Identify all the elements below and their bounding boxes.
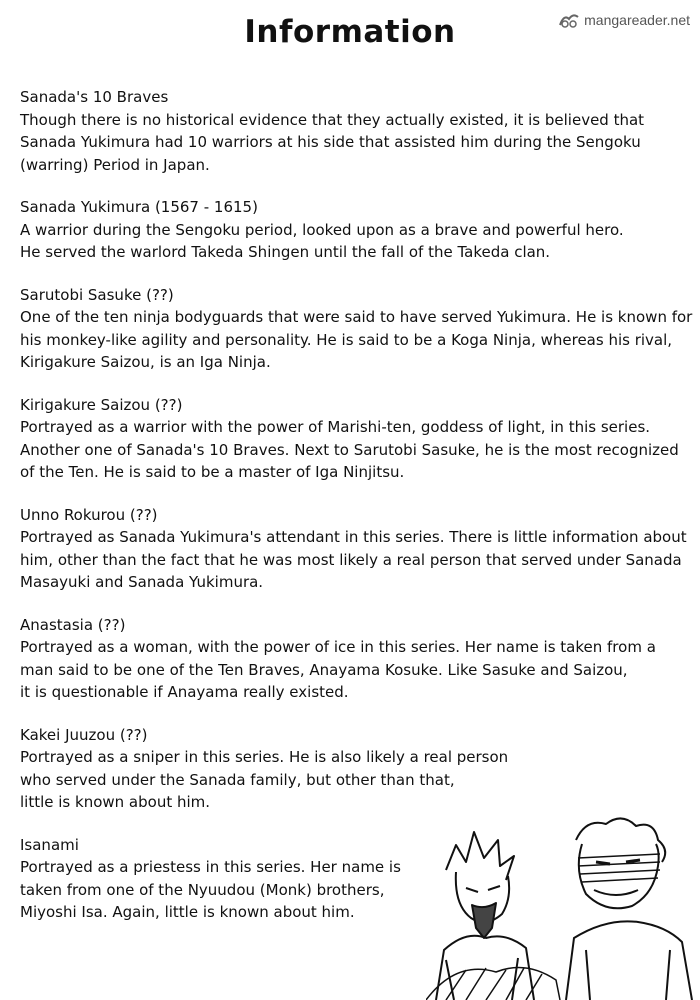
info-entry [20, 86, 685, 176]
entry-text-line: who served under the Sanada family, but other than that, [20, 770, 455, 789]
entry-text-line: Another one of Sanada's 10 Braves. Next to Sarutobi Sasuke, he is the most recognized [20, 440, 679, 459]
info-entry [20, 394, 685, 484]
info-entry [20, 504, 685, 594]
entry-text-line: Masayuki and Sanada Yukimura. [20, 573, 264, 591]
entry-text-line: Sanada Yukimura had 10 warriors at his side that assisted him during the Sengoku [20, 133, 641, 151]
entry-text-line: him, other than the fact that he was most likely a real person that served under Sanada [20, 550, 682, 569]
entry-text-line: taken from one of the Nyuudou (Monk) brothers, [20, 880, 385, 899]
entry-text-line: Portrayed as a warrior with the power of Marishi-ten, goddess of light, in this series. [20, 418, 651, 436]
entry-heading: Anastasia (??) [20, 615, 126, 634]
entry-text-line: (warring) Period in Japan. [20, 155, 210, 174]
site-watermark [558, 11, 690, 29]
entry-text-line: Portrayed as a priestess in this series. Her name is [20, 858, 401, 876]
entry-text-line: Portrayed as Sanada Yukimura's attendant in this series. There is little information about [20, 528, 687, 546]
characters-illustration [426, 810, 698, 1000]
entry-text-line: Though there is no historical evidence that they actually existed, it is believed that [20, 110, 645, 129]
entry-text-line: Miyoshi Isa. Again, little is known about him. [20, 903, 355, 921]
entry-text-line: man said to be one of the Ten Braves, Anayama Kosuke. Like Sasuke and Saizou, [20, 660, 628, 679]
entry-text-line: Portrayed as a woman, with the power of ice in this series. Her name is taken from a [20, 638, 656, 656]
entry-heading: Isanami [20, 835, 79, 854]
entry-heading: Sarutobi Sasuke (??) [20, 285, 174, 304]
entry-heading: Sanada's 10 Braves [20, 88, 169, 106]
entry-text-line: Portrayed as a sniper in this series. He is also likely a real person [20, 748, 509, 766]
entry-text-line: Kirigakure Saizou, is an Iga Ninja. [20, 353, 271, 371]
info-entry [20, 196, 685, 264]
entry-text-line: of the Ten. He is said to be a master of Iga Ninjitsu. [20, 463, 405, 481]
info-entry [20, 284, 693, 374]
entry-heading: Unno Rokurou (??) [20, 505, 158, 524]
info-entry [20, 614, 685, 704]
page-title: Information [244, 14, 456, 50]
watermark-text: mangareader.net [584, 12, 690, 28]
entry-heading: Kirigakure Saizou (??) [20, 395, 183, 414]
entry-text-line: He served the warlord Takeda Shingen until the fall of the Takeda clan. [20, 243, 551, 261]
entry-text-line: it is questionable if Anayama really existed. [20, 683, 349, 701]
entry-text-line: his monkey-like agility and personality. He is said to be a Koga Ninja, whereas his rival, [20, 330, 673, 349]
entry-text-line: little is known about him. [20, 793, 211, 811]
entry-heading: Sanada Yukimura (1567 - 1615) [20, 198, 258, 216]
info-entry [20, 724, 685, 814]
entry-heading: Kakei Juuzou (??) [20, 725, 148, 744]
watermark-logo-icon [558, 11, 580, 29]
entry-text-line: A warrior during the Sengoku period, looked upon as a brave and powerful hero. [20, 220, 624, 239]
entry-text-line: One of the ten ninja bodyguards that were said to have served Yukimura. He is known for [20, 308, 693, 326]
